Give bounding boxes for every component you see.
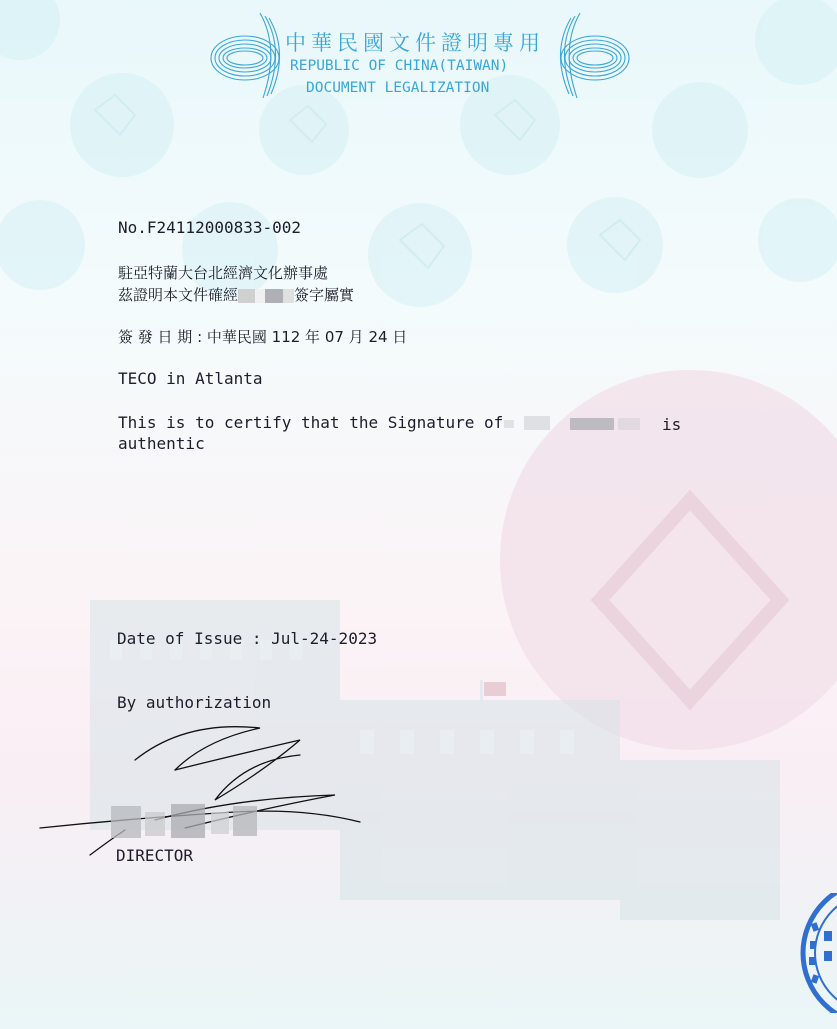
legalization-header [0,0,837,110]
document-number: No.F24112000833-002 [118,218,302,237]
office-name-english: TECO in Atlanta [118,369,263,388]
header-title-english-line2: DOCUMENT LEGALIZATION [306,80,490,96]
certification-prefix-chinese: 茲證明本文件確經 [118,286,239,304]
redacted-director-name [105,800,263,842]
certification-prefix-english: This is to certify that the Signature of [118,413,504,432]
certification-suffix-chinese: 簽字屬實 [294,286,355,304]
right-emblem-icon [550,8,635,103]
left-emblem-icon [205,8,290,103]
signer-title: DIRECTOR [116,846,194,865]
issue-date-chinese: 簽 發 日 期 : 中華民國 112 年 07 月 24 日 [118,328,408,346]
redacted-name-chinese [238,289,294,303]
header-title-chinese: 中華民國文件證明專用 [285,31,545,55]
office-name-chinese: 駐亞特蘭大台北經濟文化辦事處 [118,264,329,282]
official-seal-icon [800,893,837,1013]
header-title-english-line1: REPUBLIC OF CHINA(TAIWAN) [290,58,509,74]
certification-is-word: is [662,415,682,434]
by-authorization-label: By authorization [117,693,272,712]
certification-text-chinese [118,284,354,305]
certification-text-english [118,413,503,432]
redacted-signatory-name [500,414,652,434]
date-of-issue: Date of Issue : Jul-24-2023 [117,629,378,648]
certification-authentic-word: authentic [118,434,205,453]
